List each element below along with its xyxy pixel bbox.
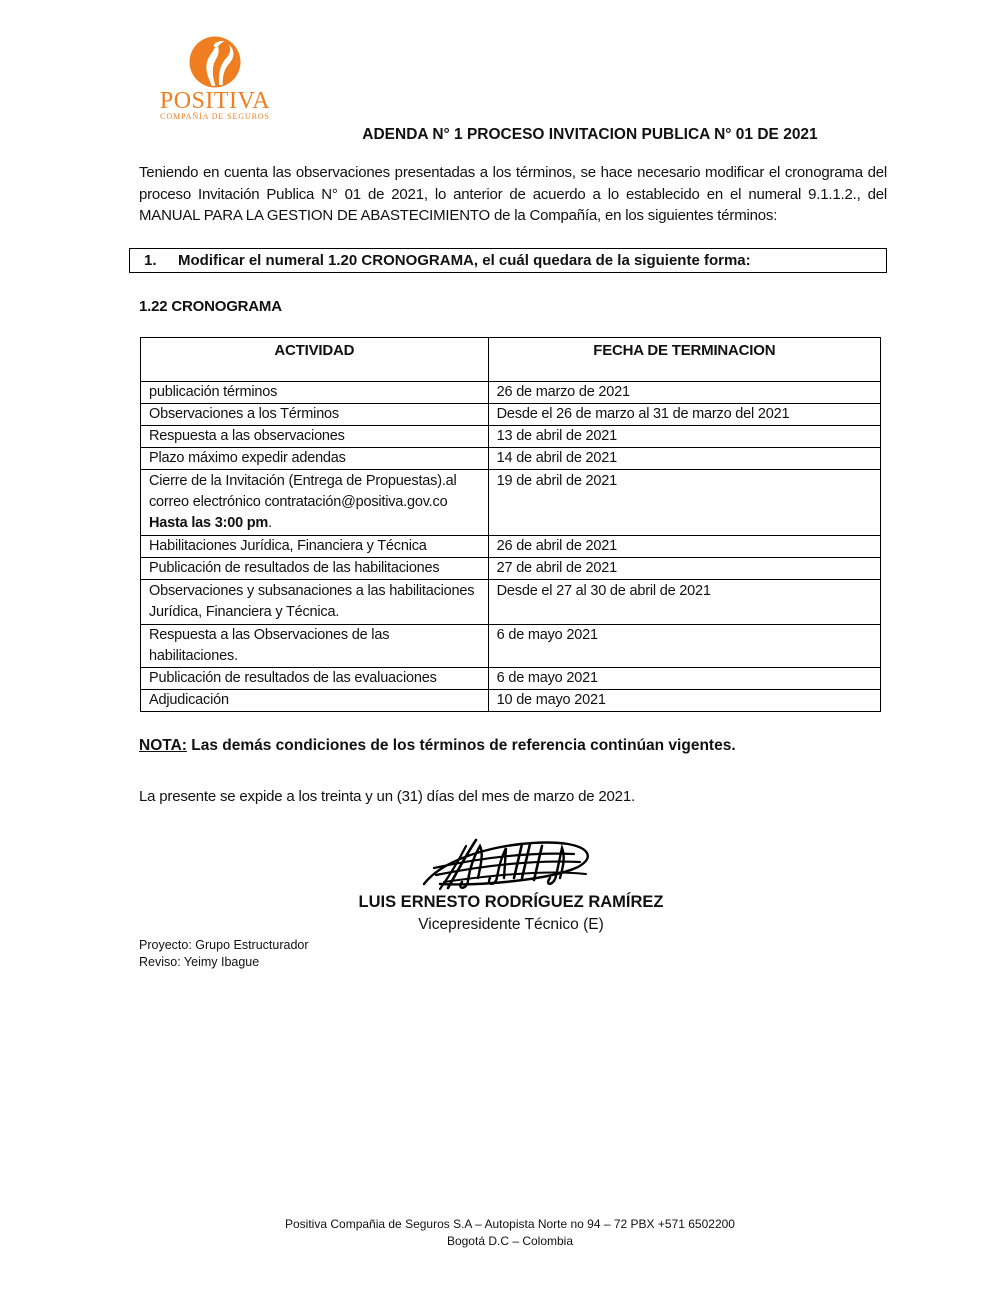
table-row bbox=[141, 668, 881, 690]
item-1-text: Modificar el numeral 1.20 CRONOGRAMA, el cuál quedara de la siguiente forma: bbox=[178, 252, 751, 269]
fecha-cell: 14 de abril de 2021 bbox=[488, 448, 880, 470]
cronograma-table bbox=[140, 337, 881, 712]
nota-text: Las demás condiciones de los términos de referencia continúan vigentes. bbox=[186, 737, 736, 754]
intro-paragraph: Teniendo en cuenta las observaciones presentadas a los términos, se hace necesario modificar el cronograma del proceso Invitación Publica N° 01 de 2021, lo anterior de acuerdo a lo establecido en el numeral 9.1.1.2., del MANUAL PARA LA GESTION DE ABASTECIMIENTO de la Compañía, en los siguientes términos: bbox=[139, 164, 887, 224]
signer-name: LUIS ERNESTO RODRÍGUEZ RAMÍREZ bbox=[358, 893, 664, 911]
fecha-cell: 27 de abril de 2021 bbox=[488, 558, 880, 580]
table-row bbox=[141, 690, 881, 712]
proyecto-line: Proyecto: Grupo Estructurador bbox=[139, 938, 309, 952]
nota-line bbox=[139, 737, 887, 755]
section-heading: 1.22 CRONOGRAMA bbox=[139, 298, 282, 315]
activity-cell: Publicación de resultados de las habilitaciones bbox=[141, 558, 489, 580]
positiva-logo-icon bbox=[189, 36, 241, 88]
table-header-row bbox=[141, 338, 881, 382]
col-header-fecha: FECHA DE TERMINACION bbox=[488, 338, 880, 382]
positiva-logo bbox=[150, 36, 280, 122]
footer-line-2: Bogotá D.C – Colombia bbox=[446, 1233, 574, 1248]
activity-text-suffix: . bbox=[268, 515, 272, 531]
fecha-cell: 6 de mayo 2021 bbox=[488, 625, 880, 668]
activity-cell: Habilitaciones Jurídica, Financiera y Técnica bbox=[141, 536, 489, 558]
activity-cell: Respuesta a las observaciones bbox=[141, 426, 489, 448]
brand-tagline: COMPAÑÍA DE SEGUROS bbox=[160, 112, 270, 121]
activity-cell: Plazo máximo expedir adendas bbox=[141, 448, 489, 470]
item-1-number: 1. bbox=[144, 252, 157, 269]
activity-text-bold: Hasta las 3:00 pm bbox=[149, 515, 269, 531]
table-row bbox=[141, 426, 881, 448]
fecha-cell: 13 de abril de 2021 bbox=[488, 426, 880, 448]
fecha-cell: 26 de abril de 2021 bbox=[488, 536, 880, 558]
fecha-cell: 19 de abril de 2021 bbox=[488, 470, 880, 536]
activity-cell: Publicación de resultados de las evaluaciones bbox=[141, 668, 489, 690]
fecha-cell: 10 de mayo 2021 bbox=[488, 690, 880, 712]
fecha-cell: 26 de marzo de 2021 bbox=[488, 382, 880, 404]
table-row bbox=[141, 625, 881, 668]
table-row bbox=[141, 580, 881, 625]
table-row bbox=[141, 404, 881, 426]
fecha-cell: Desde el 27 al 30 de abril de 2021 bbox=[488, 580, 880, 625]
activity-cell: publicación términos bbox=[141, 382, 489, 404]
table-row bbox=[141, 382, 881, 404]
table-row bbox=[141, 536, 881, 558]
signer-role: Vicepresidente Técnico (E) bbox=[418, 916, 604, 933]
activity-cell: Observaciones a los Términos bbox=[141, 404, 489, 426]
table-row bbox=[141, 558, 881, 580]
footer bbox=[0, 1216, 1000, 1249]
signature-image bbox=[410, 834, 600, 890]
activity-cell: Observaciones y subsanaciones a las habilitaciones Jurídica, Financiera y Técnica. bbox=[141, 580, 489, 625]
col-header-actividad: ACTIVIDAD bbox=[141, 338, 489, 382]
fecha-cell: Desde el 26 de marzo al 31 de marzo del 2021 bbox=[488, 404, 880, 426]
item-1-box bbox=[129, 248, 887, 273]
activity-cell bbox=[141, 470, 489, 536]
nota-label: NOTA: bbox=[139, 737, 187, 754]
issue-date-line: La presente se expide a los treinta y un (31) días del mes de marzo de 2021. bbox=[139, 788, 635, 805]
activity-text: Cierre de la Invitación (Entrega de Propuestas).al correo electrónico contratación@positiva.gov.co bbox=[149, 473, 457, 510]
document-title: ADENDA N° 1 PROCESO INVITACION PUBLICA N° 01 DE 2021 bbox=[362, 126, 818, 143]
activity-cell: Respuesta a las Observaciones de las habilitaciones. bbox=[141, 625, 489, 668]
reviso-line: Reviso: Yeimy Ibague bbox=[139, 955, 260, 969]
table-row bbox=[141, 448, 881, 470]
brand-name: POSITIVA bbox=[159, 88, 271, 114]
footer-line-1: Positiva Compañia de Seguros S.A – Autopista Norte no 94 – 72 PBX +571 6502200 bbox=[285, 1217, 735, 1231]
table-row bbox=[141, 470, 881, 536]
fecha-cell: 6 de mayo 2021 bbox=[488, 668, 880, 690]
activity-cell: Adjudicación bbox=[141, 690, 489, 712]
